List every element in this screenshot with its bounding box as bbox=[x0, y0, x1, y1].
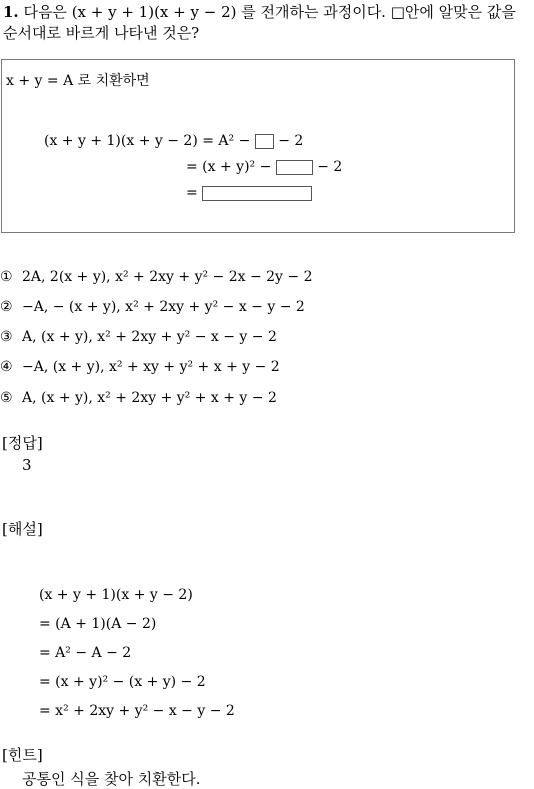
choice-text: −A, (x + y), x² + xy + y² + x + y − 2 bbox=[22, 359, 280, 375]
explanation-label: [해설] bbox=[2, 520, 43, 538]
blank-box-3 bbox=[202, 186, 312, 201]
choice-marker: ① bbox=[0, 269, 13, 285]
choice-1[interactable] bbox=[0, 269, 313, 285]
explanation-line-3: = A² − A − 2 bbox=[39, 645, 132, 661]
choice-text: −A, − (x + y), x² + 2xy + y² − x − y − 2 bbox=[22, 299, 305, 315]
hint-text: 공통인 식을 찾아 치환한다. bbox=[22, 770, 201, 788]
expansion-row-3 bbox=[186, 185, 312, 201]
choice-3[interactable] bbox=[0, 329, 277, 345]
choice-text: 2A, 2(x + y), x² + 2xy + y² − 2x − 2y − 2 bbox=[22, 269, 313, 285]
blank-box-1 bbox=[255, 134, 274, 149]
row1-tail: − 2 bbox=[278, 133, 304, 149]
explanation-line-2: = (A + 1)(A − 2) bbox=[39, 616, 157, 632]
choice-text: A, (x + y), x² + 2xy + y² − x − y − 2 bbox=[22, 329, 277, 345]
row3-expression: = bbox=[186, 185, 198, 201]
choice-marker: ⑤ bbox=[0, 390, 13, 406]
choice-text: A, (x + y), x² + 2xy + y² + x + y − 2 bbox=[22, 390, 277, 406]
hint-label: [힌트] bbox=[2, 746, 43, 764]
choice-marker: ② bbox=[0, 299, 13, 315]
question-number: 1. bbox=[3, 3, 19, 21]
choice-marker: ③ bbox=[0, 329, 13, 345]
choice-2[interactable] bbox=[0, 299, 305, 315]
explanation-line-5: = x² + 2xy + y² − x − y − 2 bbox=[39, 703, 235, 719]
explanation-line-4: = (x + y)² − (x + y) − 2 bbox=[39, 674, 206, 690]
question-line-2: 순서대로 바르게 나타낸 것은? bbox=[3, 24, 200, 42]
row2-expression: = (x + y)² − bbox=[186, 159, 272, 175]
choice-marker: ④ bbox=[0, 359, 13, 375]
explanation-line-1: (x + y + 1)(x + y − 2) bbox=[39, 587, 193, 603]
question-text-1: 다음은 (x + y + 1)(x + y − 2) 를 전개하는 과정이다. □안에 알맞은 값을 bbox=[23, 3, 516, 21]
row1-expression: (x + y + 1)(x + y − 2) = A² − bbox=[44, 133, 251, 149]
blank-box-2 bbox=[276, 160, 313, 175]
row2-tail: − 2 bbox=[317, 159, 343, 175]
substitution-intro: x + y = A 로 치환하면 bbox=[6, 73, 150, 89]
answer-label: [정답] bbox=[2, 434, 43, 452]
expansion-row-2 bbox=[186, 159, 342, 175]
answer-value: 3 bbox=[22, 456, 32, 474]
choice-4[interactable] bbox=[0, 359, 280, 375]
expansion-row-1 bbox=[44, 133, 303, 149]
choice-5[interactable] bbox=[0, 390, 277, 406]
